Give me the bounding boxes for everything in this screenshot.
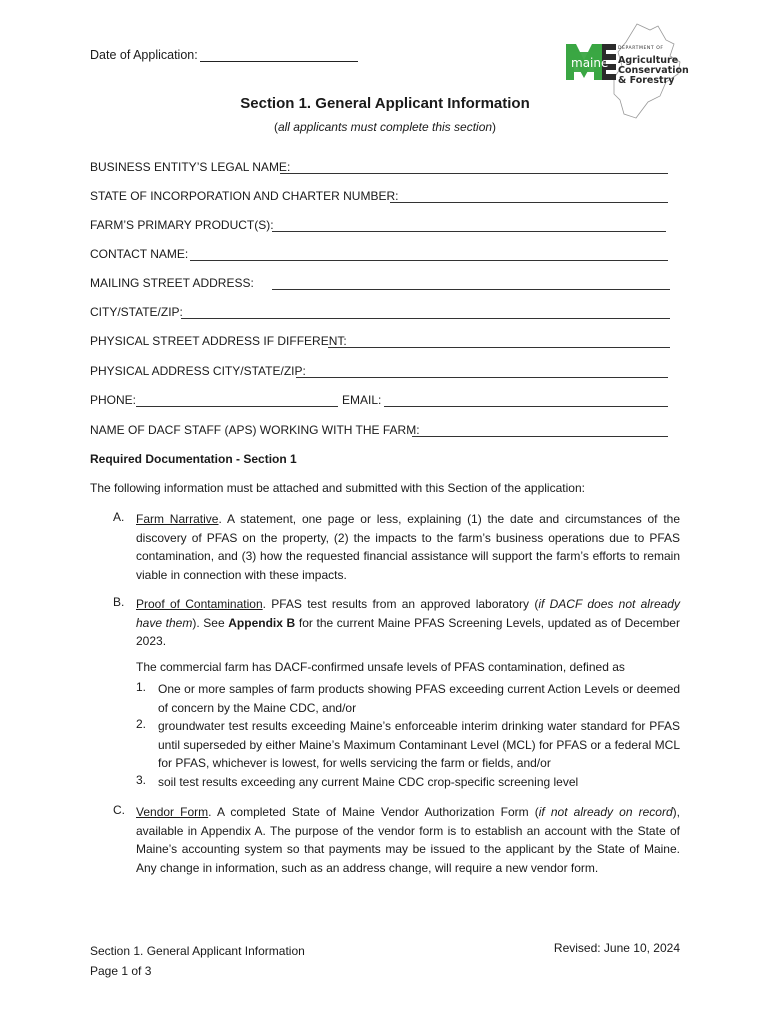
- field-label: PHYSICAL STREET ADDRESS IF DIFFERENT:: [90, 334, 347, 348]
- field-phone-email: [90, 393, 382, 407]
- commercial-farm-definition: The commercial farm has DACF-confirmed unsafe levels of PFAS contamination, defined as: [136, 660, 625, 674]
- item-body: Farm Narrative. A statement, one page or less, explaining (1) the date and circumstances of the discovery of PFAS on the property, (2) the impacts to the farm’s business operations due to PFAS contamination, and (3) how the requested financial assistance will support the farm’s efforts to remain viable in connection with these impacts.: [136, 512, 680, 582]
- field-blank-line[interactable]: [296, 377, 668, 378]
- footer-section: Section 1. General Applicant Information: [90, 944, 305, 958]
- field-blank-line[interactable]: [390, 202, 668, 203]
- dacf-logo-text: [618, 44, 689, 86]
- logo-line-conservation: Conservation: [618, 65, 689, 76]
- date-of-application: [90, 48, 358, 62]
- field-dacf-staff: [90, 423, 420, 437]
- field-label: MAILING STREET ADDRESS:: [90, 276, 254, 290]
- field-blank-line[interactable]: [328, 347, 670, 348]
- footer-left: [90, 941, 305, 981]
- item-letter: B.: [113, 595, 125, 609]
- appendix-b-ref: Appendix B: [228, 615, 296, 630]
- field-city-state-zip: [90, 305, 183, 319]
- email-blank-line[interactable]: [384, 406, 668, 407]
- date-label: Date of Application:: [90, 48, 198, 62]
- field-legal-name: [90, 160, 290, 174]
- field-label: FARM’S PRIMARY PRODUCT(S):: [90, 218, 274, 232]
- field-blank-line[interactable]: [272, 289, 670, 290]
- maine-wordmark: maine: [571, 56, 609, 70]
- footer-revised: Revised: June 10, 2024: [553, 941, 680, 955]
- footer-page-number: Page 1 of 3: [90, 964, 152, 978]
- application-page: Date of Application: maine DEPARTMENT OF Agriculture Conservation & Forestry Section 1. General Applicant Information (all applicants must complete this section) BUSINESS ENTITY’S LEGAL NAME: STATE OF INCORPORATION AND CHARTER NUMBER: FARM’S PRIMARY PRODUCT(S): CONTACT NAME: MAILING STREET ADDRESS: CITY/STATE/ZIP: PHYSICAL STREET ADDRESS IF DIFFERENT: PHYSICAL ADDRESS CITY/STATE/ZIP: PHONE: EMAIL: NAME OF DACF STAFF (APS) WORKING WITH THE FARM: Required Documentation - Section 1 The following information must be attached and submitted with this Section of the application: A. Farm Narrative. A statement, one page or less, explaining (1) the date and circumstances of the discovery of PFAS on the property, (2) the impacts to the farm’s business operations due to PFAS contamination, and (3) how the requested financial assistance will support the farm’s efforts to remain viable in connection with these impacts. B. Proof of Contamination. PFAS test results from an approved laboratory (if DACF does not already have them). See Appendix B for the current Maine PFAS Screening Levels, updated as of December 2023. The commercial farm has DACF-confirmed unsafe levels of PFAS contamination, defined as 1. One or more samples of farm products showing PFAS exceeding current Action Levels or deemed of concern by the Maine CDC, and/or 2. groundwater test results exceeding Maine’s enforceable interim drinking water standard for PFAS until superseded by either Maine’s Maximum Contaminant Level (MCL) for PFAS or a federal MCL for PFAS, whichever is lowest, for wells servicing the farm or fields, and/or 3. soil test results exceeding any current Maine CDC crop-specific screening level C. Vendor Form. A completed State of Maine Vendor Authorization Form (if not already on record), available in Appendix A. The purpose of the vendor form is to establish an account with the State of Maine’s accounting system so that payments may be issued to the applicant by the State of Maine. Any change in information, such as an address change, will require a new vendor form. Section 1. General Applicant Information Page 1 of 3 Revised: June 10, 2024: [0, 0, 770, 1024]
- field-label: STATE OF INCORPORATION AND CHARTER NUMBER:: [90, 189, 399, 203]
- section-subtitle: (all applicants must complete this section): [273, 120, 497, 134]
- phone-blank-line[interactable]: [136, 406, 338, 407]
- item-letter: C.: [113, 803, 125, 817]
- field-blank-line[interactable]: [412, 436, 668, 437]
- field-blank-line[interactable]: [190, 260, 668, 261]
- field-state-incorporation: [90, 189, 398, 203]
- item-title: Vendor Form: [136, 805, 209, 819]
- date-blank-line[interactable]: [200, 48, 358, 62]
- field-label: PHYSICAL ADDRESS CITY/STATE/ZIP:: [90, 364, 306, 378]
- field-contact-name: [90, 247, 188, 261]
- field-label: BUSINESS ENTITY’S LEGAL NAME:: [90, 160, 291, 174]
- phone-label: PHONE:: [90, 393, 137, 407]
- section-title: Section 1. General Applicant Information: [240, 95, 530, 112]
- email-label: EMAIL:: [342, 393, 382, 407]
- dept-of-label: DEPARTMENT OF: [618, 46, 664, 51]
- subtitle-italic: all applicants must complete this section: [277, 120, 493, 134]
- field-label: NAME OF DACF STAFF (APS) WORKING WITH THE FARM:: [90, 423, 420, 437]
- item-title: Proof of Contamination: [136, 597, 263, 611]
- logo-line-agriculture: Agriculture: [618, 55, 679, 66]
- logo-line-forestry: & Forestry: [618, 75, 675, 86]
- field-label: CONTACT NAME:: [90, 247, 189, 261]
- field-physical-city-state-zip: [90, 364, 306, 378]
- required-intro: The following information must be attached and submitted with this Section of the application:: [90, 481, 585, 495]
- field-blank-line[interactable]: [280, 173, 668, 174]
- field-label: CITY/STATE/ZIP:: [90, 305, 183, 319]
- required-documentation-heading: Required Documentation - Section 1: [90, 452, 297, 466]
- field-blank-line[interactable]: [272, 231, 666, 232]
- field-primary-products: [90, 218, 274, 232]
- field-physical-address: [90, 334, 347, 348]
- item-body: Proof of Contamination. PFAS test results from an approved laboratory (if DACF does not already have them). See Appendix B for the current Maine PFAS Screening Levels, updated as of December 2023.: [136, 597, 680, 648]
- item-letter: A.: [113, 510, 125, 524]
- field-mailing-address: [90, 276, 254, 290]
- item-title: Farm Narrative: [136, 512, 219, 526]
- field-blank-line[interactable]: [181, 318, 670, 319]
- item-body: Vendor Form. A completed State of Maine Vendor Authorization Form (if not already on record), available in Appendix A. The purpose of the vendor form is to establish an account with the State of Maine’s accounting system so that payments may be issued to the applicant by the State of Maine. Any change in information, such as an address change, will require a new vendor form.: [136, 805, 680, 875]
